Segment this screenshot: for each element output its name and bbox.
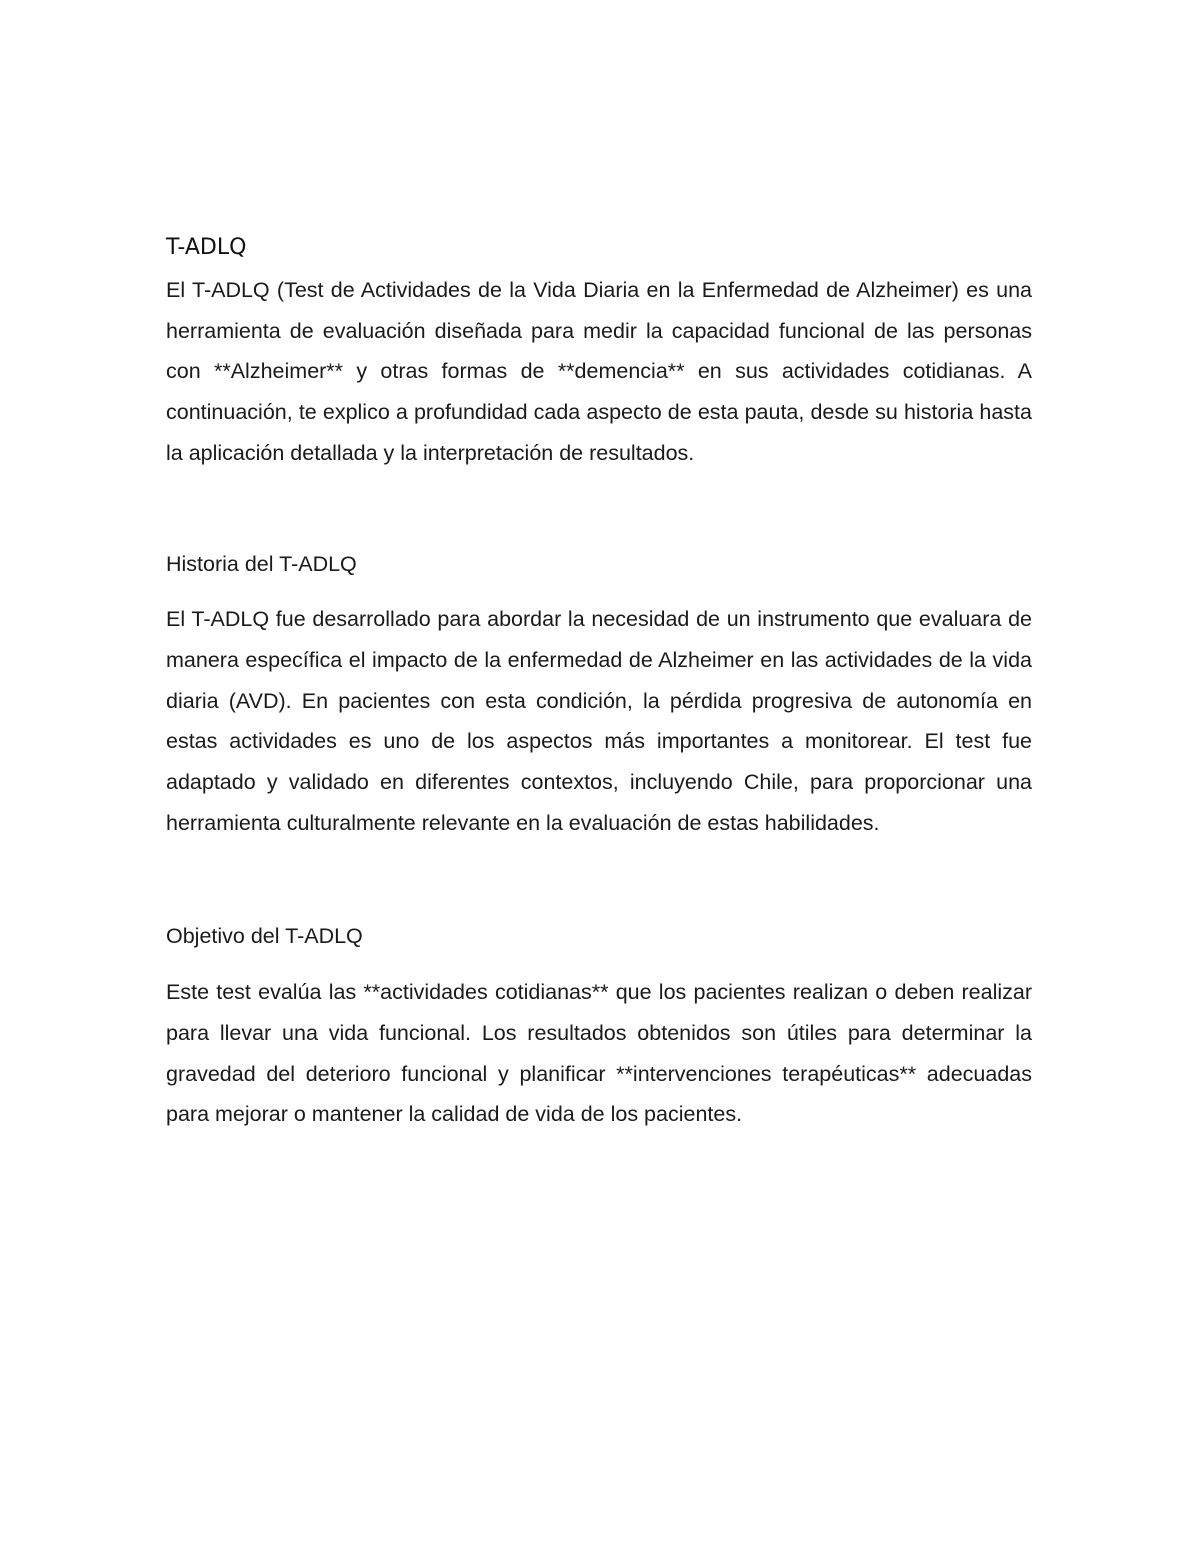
document-body xyxy=(166,226,1032,1135)
document-title: T-ADLQ xyxy=(166,235,247,260)
section-heading: Historia del T-ADLQ xyxy=(166,551,357,576)
intro-paragraph: El T-ADLQ (Test de Actividades de la Vida Diaria en la Enfermedad de Alzheimer) es una herramienta de evaluación diseñada para medir la capacidad funcional de las personas con **Alzheimer** y otras formas de **demencia** en sus actividades cotidianas. A continuación, te explico a profundidad cada aspecto de esta pauta, desde su historia hasta la aplicación detallada y la interpretación de resultados. xyxy=(166,278,1032,465)
section-paragraph: Este test evalúa las **actividades cotidianas** que los pacientes realizan o deben realizar para llevar una vida funcional. Los resultados obtenidos son útiles para determinar la gravedad del deterioro funcional y planificar **intervenciones terapéuticas** adecuadas para mejorar o mantener la calidad de vida de los pacientes. xyxy=(166,980,1032,1127)
section-history xyxy=(166,544,1032,844)
section-paragraph: El T-ADLQ fue desarrollado para abordar la necesidad de un instrumento que evaluara de manera específica el impacto de la enfermedad de Alzheimer en las actividades de la vida diaria (AVD). En pacientes con esta condición, la pérdida progresiva de autonomía en estas actividades es uno de los aspectos más importantes a monitorear. El test fue adaptado y validado en diferentes contextos, incluyendo Chile, para proporcionar una herramienta culturalmente relevante en la evaluación de estas habilidades. xyxy=(166,607,1032,835)
section-heading: Objetivo del T-ADLQ xyxy=(166,924,363,949)
section-objective xyxy=(166,916,1032,1135)
